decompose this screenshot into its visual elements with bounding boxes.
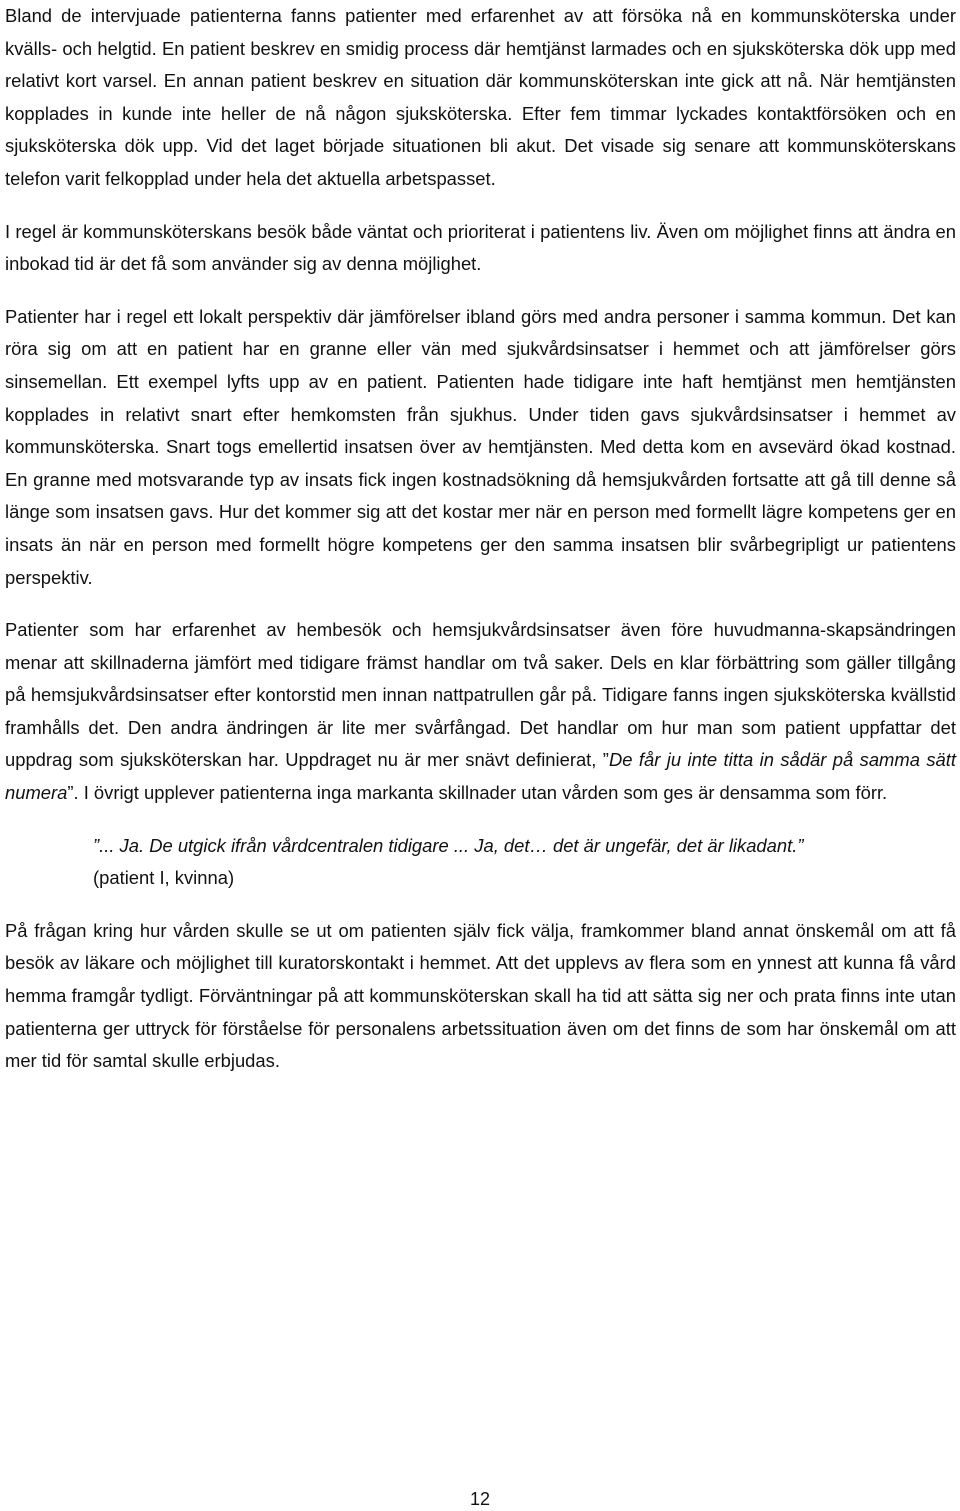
quote-source: (patient I, kvinna) [93, 867, 235, 889]
quote-text: ”... Ja. De utgick ifrån vårdcentralen tidigare ... Ja, det… det är ungefär, det är likadant.” [93, 834, 804, 856]
block-quote [5, 830, 956, 895]
inline-quote: De får ju inte titta in sådär på samma sätt numera [5, 749, 956, 804]
paragraph-text-after-quote: ”. I övrigt upplever patienterna inga markanta skillnader utan vården som ges är densamma som förr. [67, 782, 888, 804]
paragraph-local-perspective: Patienter har i regel ett lokalt perspektiv där jämförelser ibland görs med andra personer i samma kommun. Det kan röra sig om att en patient har en granne eller vän med sjukvårdsinsatser i hemmet och att jämförelser görs sinsemellan. Ett exempel lyfts upp av en patient. Patienten hade tidigare inte haft hemtjänst men hemtjänsten kopplades in relativt snart efter hemkomsten från sjukhus. Under tiden gavs sjukvårdsinsatser i hemmet av kommunsköterska. Snart togs emellertid insatsen över av hemtjänsten. Med detta kom en avsevärd ökad kostnad. En granne med motsvarande typ av insats fick ingen kostnadsökning då hemsjukvården fortsatte att gå till denne så länge som insatsen gavs. Hur det kommer sig att det kostar mer när en person med formellt lägre kompetens ger en insats än när en person med formellt högre kompetens ger den samma insatsen blir svårbegripligt ur patientens perspektiv. [5, 305, 956, 588]
paragraph-patient-wishes: På frågan kring hur vården skulle se ut om patienten själv fick välja, framkommer bland annat önskemål om att få besök av läkare och möjlighet till kuratorskontakt i hemmet. Att det upplevs av flera som en ynnest att kunna få vård hemma framgår tydligt. Förväntningar på att kommunsköterskan skall ha tid att sätta sig ner och prata finns inte utan patienterna ger uttryck för förståelse för personalens arbetssituation även om det finns de som har önskemål om att mer tid för samtal skulle erbjudas. [5, 919, 956, 1072]
paragraph-text-before-quote: Patienter som har erfarenhet av hembesök och hemsjukvårdsinsatser även före huvudmanna-skapsändringen menar att skillnaderna jämfört med tidigare främst handlar om två saker. Dels en klar förbättring som gäller tillgång på hemsjukvårdsinsatser efter kontorstid men innan nattpatrullen går på. Tidigare fanns ingen sjuksköterska kvällstid framhålls det. Den andra ändringen är lite mer svårfångad. Det handlar om hur man som patient uppfattar det uppdrag som sjuksköterskan har. Uppdraget nu är mer snävt definierat, ” [5, 619, 956, 771]
page-number: 12 [469, 1489, 491, 1509]
paragraph-experience-changes [5, 614, 956, 810]
paragraph-night-contact: Bland de intervjuade patienterna fanns patienter med erfarenhet av att försöka nå en kommunsköterska under kvälls- och helgtid. En patient beskrev en smidig process där hemtjänst larmades och en sjuksköterska dök upp med relativt kort varsel. En annan patient beskrev en situation där kommunsköterskan inte gick att nå. När hemtjänsten kopplades in kunde inte heller de nå någon sjuksköterska. Efter fem timmar lyckades kontaktförsöken och en sjuksköterska dök upp. Vid det laget började situationen bli akut. Det visade sig senare att kommunsköterskans telefon varit felkopplad under hela det aktuella arbetspasset. [5, 5, 956, 189]
document-page [5, 0, 956, 1078]
paragraph-visit-priority: I regel är kommunsköterskans besök både väntat och prioriterat i patientens liv. Även om möjlighet finns att ändra en inbokad tid är det få som använder sig av denna möjlighet. [5, 220, 956, 275]
